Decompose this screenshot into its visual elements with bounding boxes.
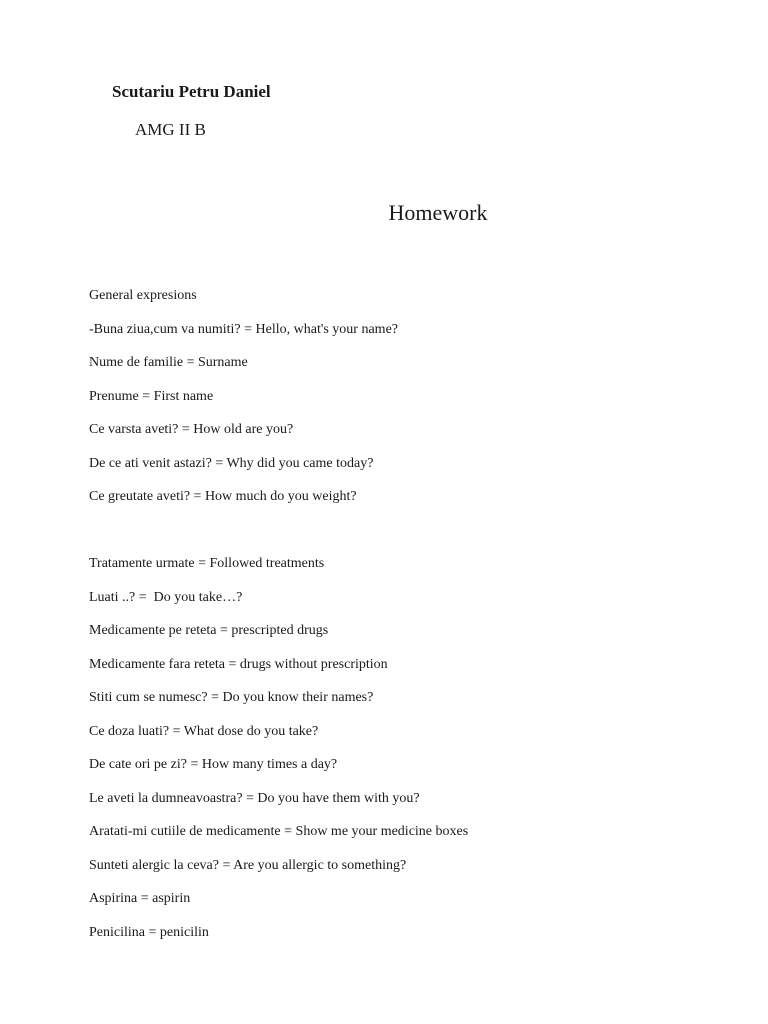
section-heading-treatments: Tratamente urmate = Followed treatments — [89, 556, 325, 571]
vocabulary-line: Le aveti la dumneavoastra? = Do you have them with you? — [89, 790, 420, 806]
vocabulary-line: Ce doza luati? = What dose do you take? — [89, 723, 319, 739]
vocabulary-line: Nume de familie = Surname — [89, 355, 248, 370]
vocabulary-line: De ce ati venit astazi? = Why did you came today? — [89, 455, 374, 471]
section-heading-general: General expresions — [89, 288, 197, 303]
class-label: AMG II B — [135, 120, 206, 139]
blank-line — [89, 521, 468, 555]
vocabulary-line: Ce varsta aveti? = How old are you? — [89, 422, 294, 437]
vocabulary-line: Luati ..? = Do you take…? — [89, 589, 243, 605]
vocabulary-list — [89, 286, 468, 956]
vocabulary-line: Medicamente pe reteta = prescripted drugs — [89, 623, 329, 638]
vocabulary-line: Aspirina = aspirin — [89, 891, 191, 906]
document-title: Homework — [388, 200, 488, 225]
vocabulary-line: Medicamente fara reteta = drugs without prescription — [89, 656, 388, 672]
vocabulary-line: Sunteti alergic la ceva? = Are you allergic to something? — [89, 857, 407, 873]
author-name: Scutariu Petru Daniel — [112, 82, 271, 101]
vocabulary-line: De cate ori pe zi? = How many times a day? — [89, 757, 338, 772]
vocabulary-line: Penicilina = penicilin — [89, 924, 209, 940]
vocabulary-line: -Buna ziua,cum va numiti? = Hello, what's your name? — [89, 321, 398, 337]
vocabulary-line: Aratati-mi cutiile de medicamente = Show me your medicine boxes — [89, 824, 469, 839]
vocabulary-line: Prenume = First name — [89, 388, 214, 404]
vocabulary-line: Stiti cum se numesc? = Do you know their names? — [89, 690, 374, 705]
vocabulary-line: Ce greutate aveti? = How much do you weight? — [89, 489, 357, 504]
